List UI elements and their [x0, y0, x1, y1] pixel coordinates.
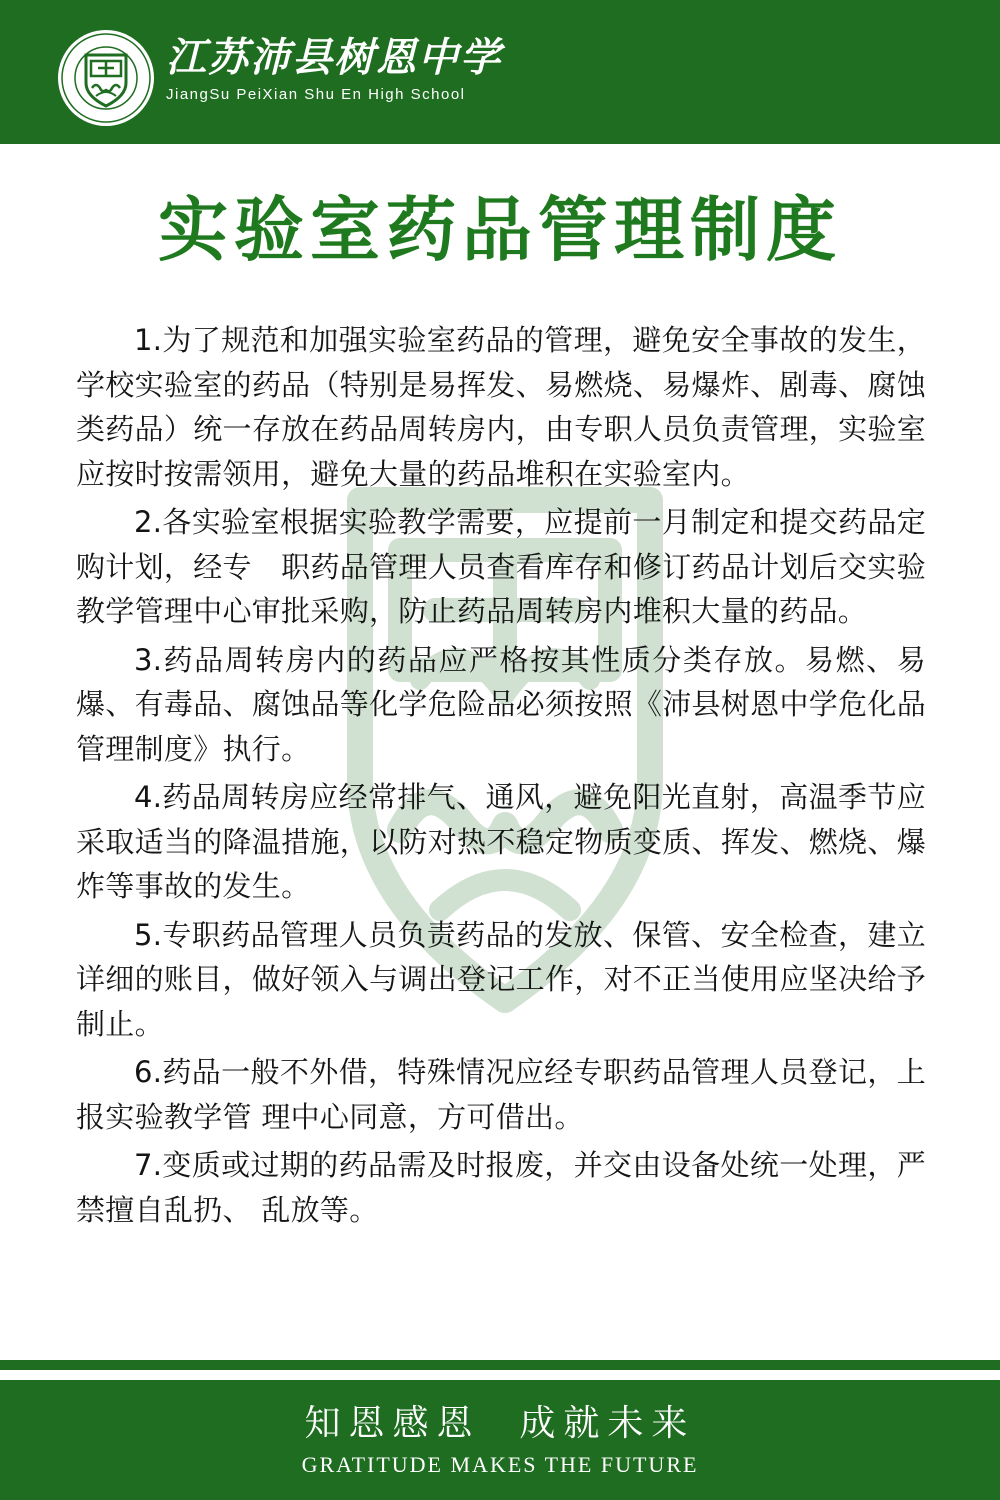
- school-name-english: JiangSu PeiXian Shu En High School: [166, 86, 466, 103]
- rule-item-6: 6.药品一般不外借，特殊情况应经专职药品管理人员登记，上报实验教学管 理中心同意，方可借出。: [76, 1055, 926, 1134]
- rule-item-7: 7.变质或过期的药品需及时报废，并交由设备处统一处理，严禁擅自乱扔、 乱放等。: [76, 1148, 926, 1227]
- rule-item-5: 5.专职药品管理人员负责药品的发放、保管、安全检查，建立详细的账目，做好领入与调出登记工作，对不正当使用应坚决给予制止。: [76, 917, 926, 1041]
- rule-item-3: 3.药品周转房内的药品应严格按其性质分类存放。易燃、易爆、有毒品、腐蚀品等化学危险品必须按照《沛县树恩中学危化品管理制度》执行。: [76, 642, 926, 766]
- school-name-chinese: 江苏沛县树恩中学: [166, 34, 502, 81]
- school-emblem-icon: [56, 28, 156, 128]
- rule-item-4: 4.药品周转房应经常排气、通风，避免阳光直射，高温季节应采取适当的降温措施，以防对热不稳定物质变质、挥发、燃烧、爆炸等事故的发生。: [76, 780, 926, 903]
- slogan-english: GRATITUDE MAKES THE FUTURE: [301, 1452, 699, 1477]
- page-title: 实验室药品管理制度: [158, 189, 842, 271]
- footer-banner: [0, 1380, 1000, 1500]
- header-banner: [0, 0, 1000, 144]
- rules-list: [76, 318, 926, 1236]
- rule-item-1: 1.为了规范和加强实验室药品的管理，避免安全事故的发生，学校实验室的药品（特别是易挥发、易燃烧、易爆炸、剧毒、腐蚀类药品）统一存放在药品周转房内，由专职人员负责管理，实验室应按时按需领用，避免大量的药品堆积在实验室内。: [76, 323, 926, 491]
- footer-divider: [0, 1360, 1000, 1370]
- slogan-chinese: 知恩感恩 成就未来: [304, 1403, 696, 1444]
- rule-item-2: 2.各实验室根据实验教学需要，应提前一月制定和提交药品定购计划，经专 职药品管理人员查看库存和修订药品计划后交实验教学管理中心审批采购，防止药品周转房内堆积大量的药品。: [76, 505, 926, 628]
